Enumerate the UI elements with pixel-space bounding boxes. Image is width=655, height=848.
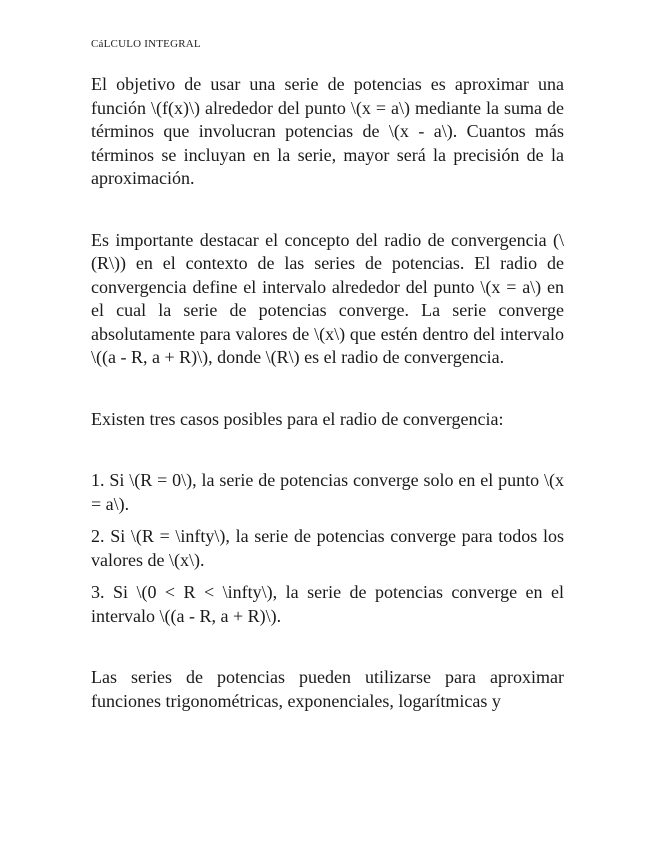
paragraph-power-series-objective: El objetivo de usar una serie de potencias es aproximar una función \(f(x)\) alrededor del punto \(x = a\) mediante la suma de términos que involucran potencias de \(x - a\). Cuantos más términos se incluyan en la serie, mayor será la precisión de la aproximación. (91, 74, 564, 188)
list-spacer (91, 516, 564, 525)
paragraph-spacer (91, 191, 564, 229)
paragraph-spacer (91, 431, 564, 469)
list-item-case-2: 2. Si \(R = \infty\), la serie de potencias converge para todos los valores de \(x\). (91, 526, 564, 570)
paragraph-applications: Las series de potencias pueden utilizarse para aproximar funciones trigonométricas, exponenciales, logarítmicas y (91, 667, 564, 711)
list-item-case-3: 3. Si \(0 < R < \infty\), la serie de potencias converge en el intervalo \((a - R, a + R)\). (91, 582, 564, 626)
running-header: CáLCULO INTEGRAL (91, 38, 201, 50)
list-item-case-1: 1. Si \(R = 0\), la serie de potencias converge solo en el punto \(x = a\). (91, 470, 564, 514)
paragraph-spacer (91, 370, 564, 408)
paragraph-radius-of-convergence: Es importante destacar el concepto del radio de convergencia (\(R\)) en el contexto de las series de potencias. El radio de convergencia define el intervalo alrededor del punto \(x = a\) en el cual la serie de potencias converge. La serie converge absolutamente para valores de \(x\) que estén dentro del intervalo \((a - R, a + R)\), donde \(R\) es el radio de convergencia. (91, 229, 564, 367)
body-text (91, 73, 564, 713)
paragraph-three-cases-intro: Existen tres casos posibles para el radio de convergencia: (91, 408, 504, 429)
list-spacer (91, 572, 564, 581)
paragraph-spacer (91, 628, 564, 666)
